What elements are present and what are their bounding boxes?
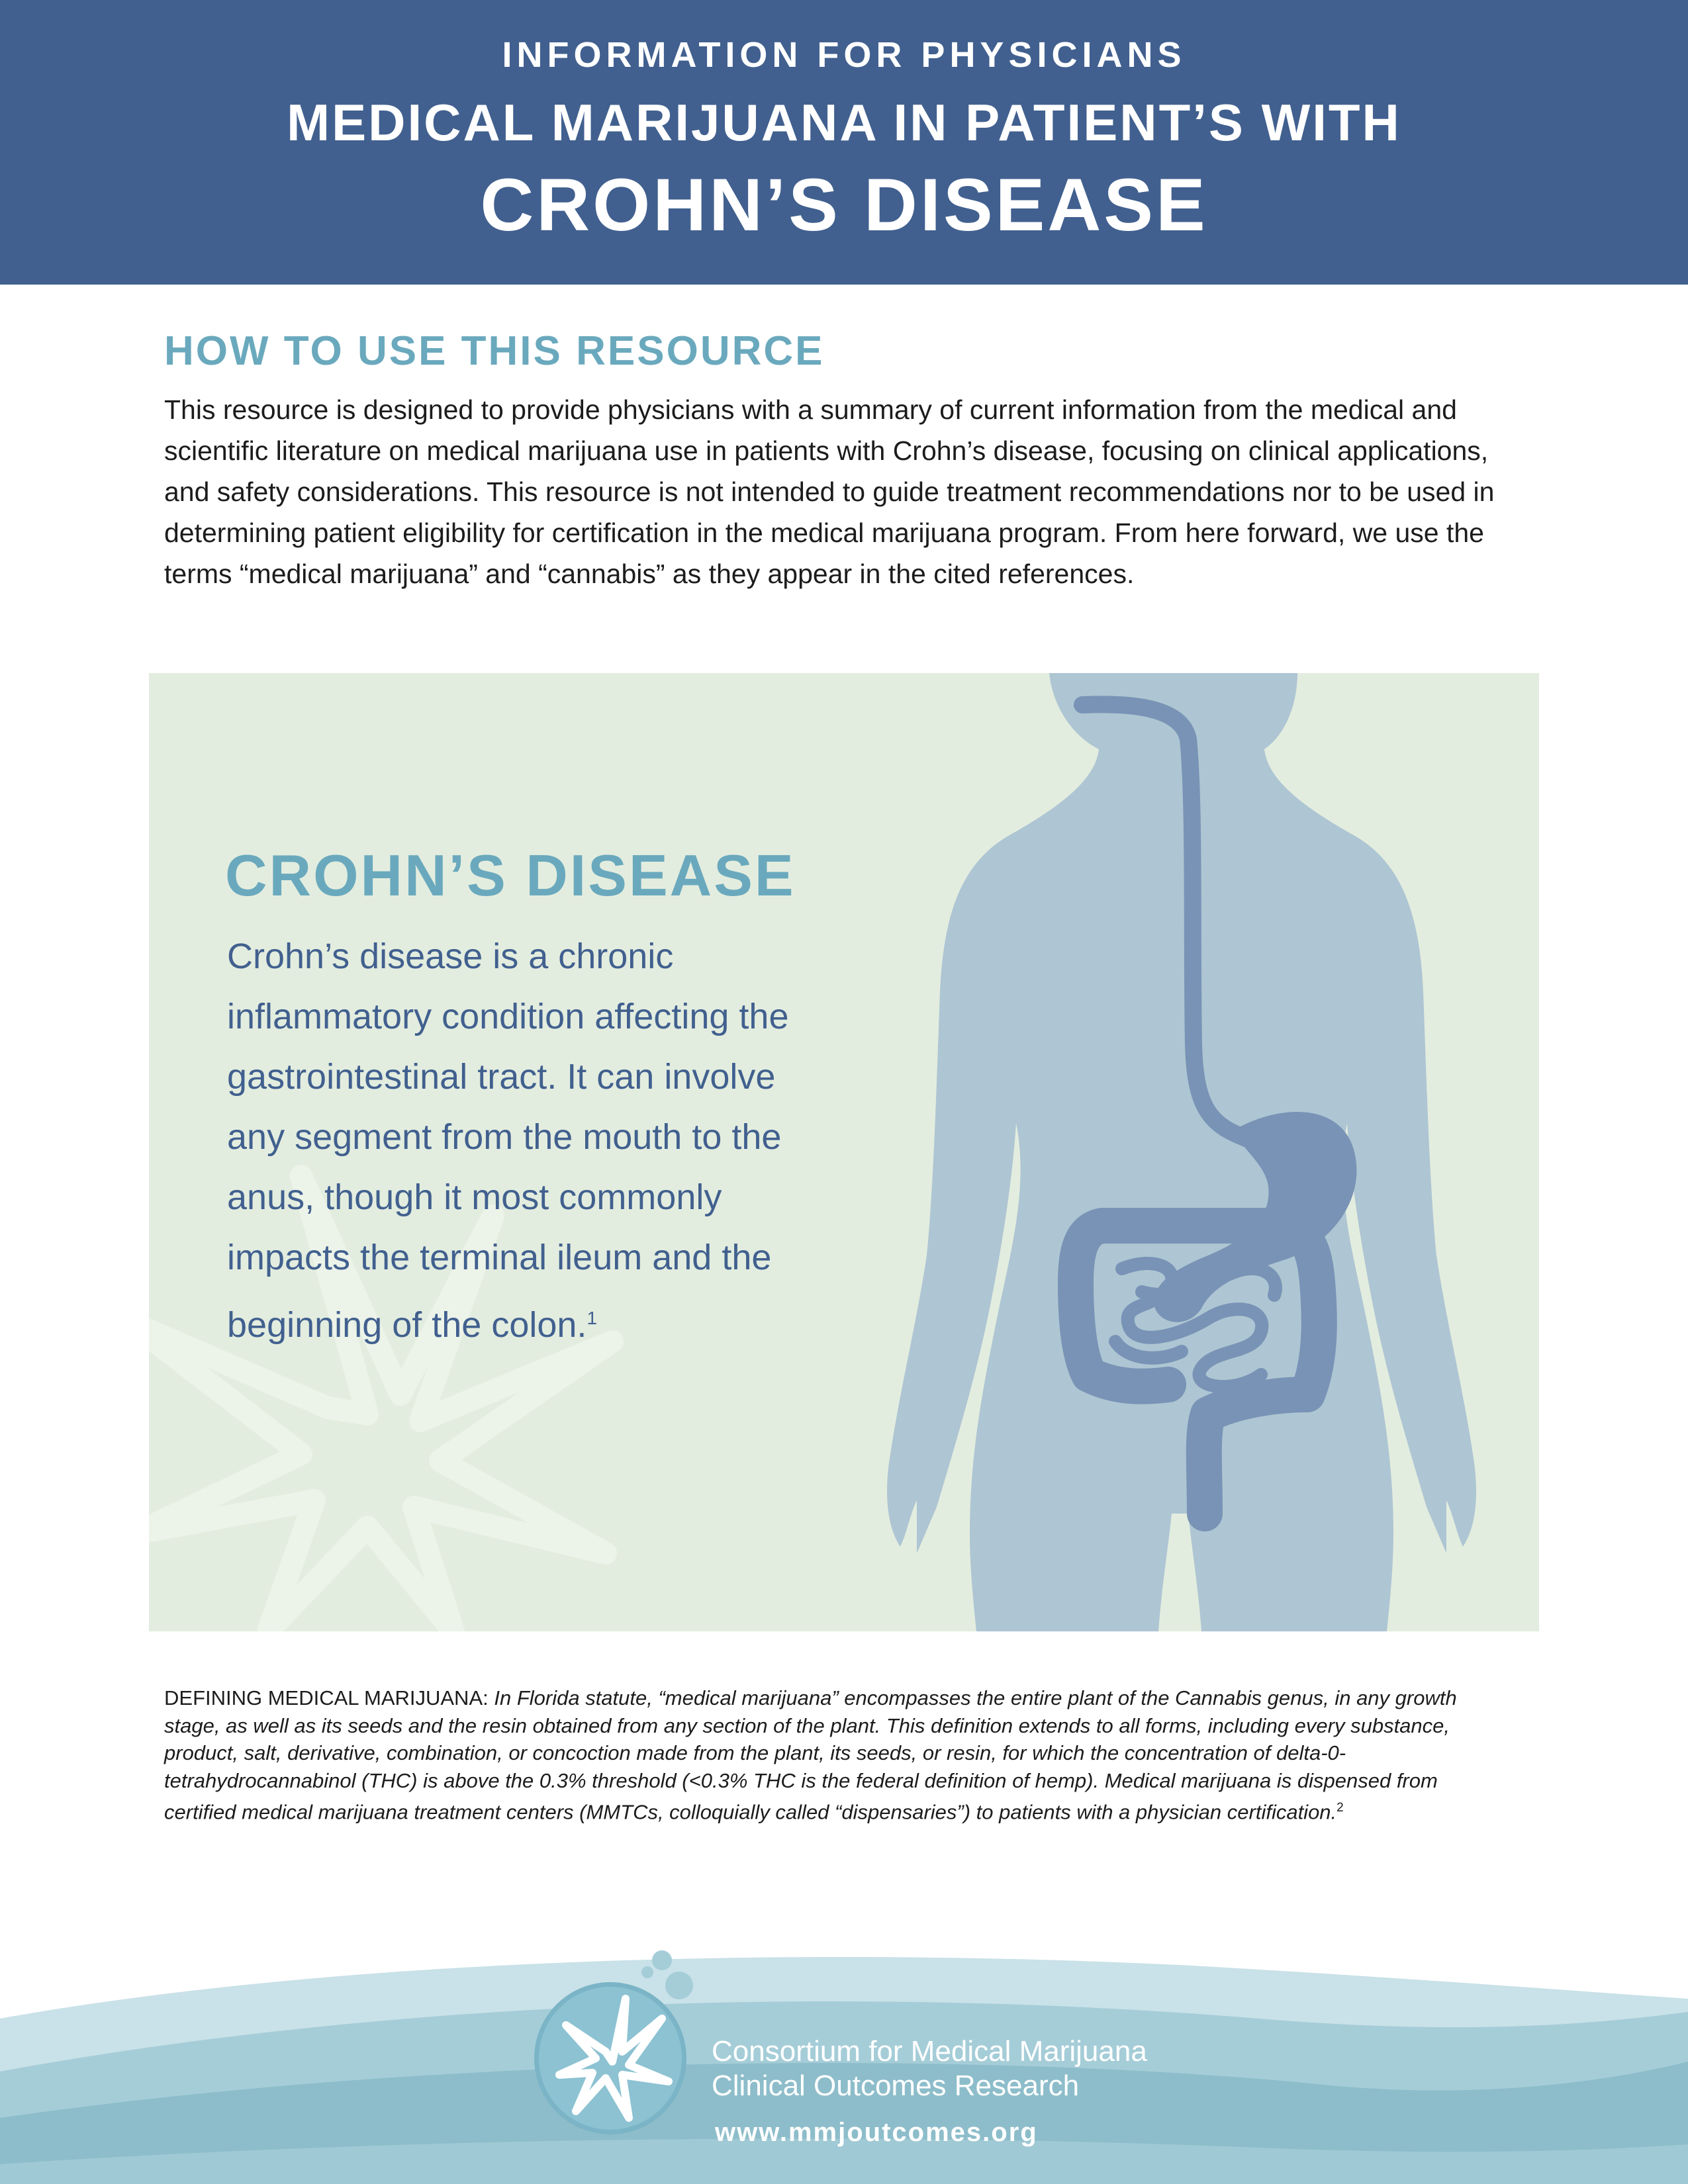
- definition-label: DEFINING MEDICAL MARIJUANA:: [164, 1686, 489, 1709]
- org-website-link[interactable]: www.mmjoutcomes.org: [715, 2118, 1038, 2147]
- crohns-panel-title: CROHN’S DISEASE: [225, 842, 796, 908]
- org-name-line2: Clinical Outcomes Research: [712, 2070, 1080, 2102]
- footer: [0, 1919, 1688, 2184]
- definition-text: In Florida statute, “medical marijuana” encompasses the entire plant of the Cannabis genus, in any growth stage, as well as its seeds and the resin obtained from any section of the plant. This definition extends to all forms, including every substance, product, salt, derivative, combination, or concoction made from the plant, its seeds, or resin, for which the concentration of delta-0-tetrahydrocannabinol (THC) is above the 0.3% threshold (<0.3% THC is the federal definition of hemp). Medical marijuana is dispensed from certified medical marijuana treatment centers (MMTCs, colloquially called “dispensaries”) to patients with a physician certification.: [164, 1686, 1457, 1824]
- footnote-ref-1: 1: [586, 1308, 598, 1328]
- header-title-line1: MEDICAL MARIJUANA IN PATIENT’S WITH: [287, 93, 1401, 152]
- crohns-panel-body: [227, 927, 836, 1355]
- crohns-panel-text: Crohn’s disease is a chronic inflammatory condition affecting the gastrointestinal tract. It can involve any segment from the mouth to the anus, though it most commonly impacts the terminal ileum and the beginning of the colon.: [227, 936, 789, 1345]
- crohns-info-panel: [149, 673, 1539, 1631]
- human-digestive-system-icon: [887, 673, 1476, 1631]
- header-banner: [0, 0, 1688, 285]
- how-to-use-body: This resource is designed to provide physicians with a summary of current information from the medical and scientific literature on medical marijuana use in patients with Crohn’s disease, focusing on clinical applications, and safety considerations. This resource is not intended to guide treatment recommendations nor to be used in determining patient eligibility for certification in the medical marijuana program. From here forward, we use the terms “medical marijuana” and “cannabis” as they appear in the cited references.: [164, 394, 1495, 589]
- definition-note: [164, 1684, 1501, 1826]
- how-to-use-heading: HOW TO USE THIS RESOURCE: [164, 328, 825, 374]
- header-title-line2: CROHN’S DISEASE: [480, 163, 1208, 246]
- footnote-ref-2: 2: [1336, 1801, 1344, 1815]
- header-kicker: INFORMATION FOR PHYSICIANS: [502, 35, 1186, 75]
- org-name-line1: Consortium for Medical Marijuana: [712, 2035, 1147, 2068]
